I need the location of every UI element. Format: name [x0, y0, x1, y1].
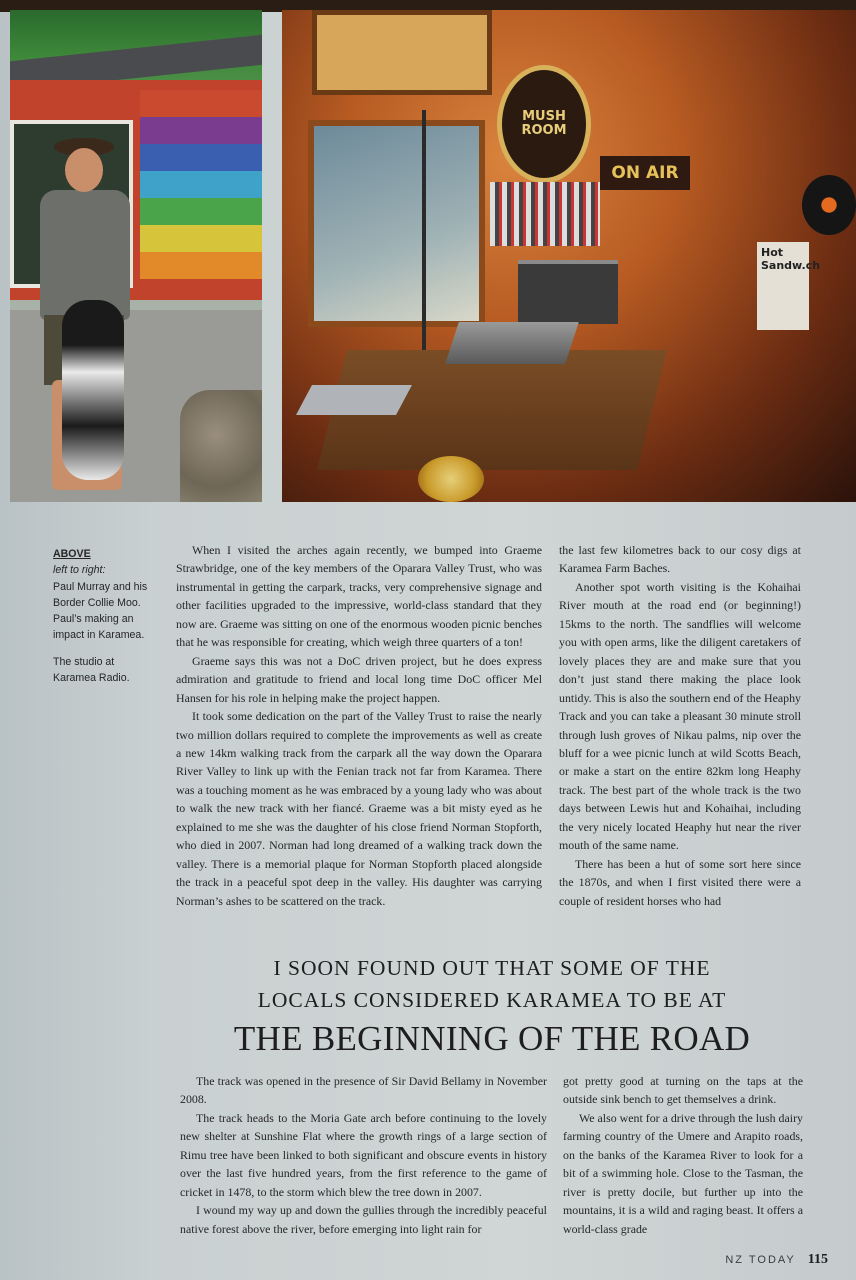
caption-line: Paul Murray and his [53, 580, 148, 593]
photo-radio-studio [282, 10, 856, 502]
paragraph: We also went for a drive through the lush dairy farming country of the Umere and Arapito roads, on the banks of the Karamea River to look for a bit of a swimming hole. Close to the Tasman, the river is pretty docile, but further up into the mountains, it is a wild and raging beast. It offers a world-class grade [563, 1110, 803, 1236]
on-air-sign: ON AIR [600, 156, 690, 190]
paragraph: got pretty good at turning on the taps at the outside sink bench to get themselves a drink. [563, 1074, 803, 1107]
paragraph: The track heads to the Moria Gate arch before continuing to the lovely new shelter at Sunshine Flat where the growth rings of a large section of Rimu tree have been linked to both significant and obscure events in history over the last five hundred years, from the first reference to the game of cricket in 1478, to the storm which blew the tree down in 2007. [180, 1110, 547, 1199]
caption-line: impact in Karamea. [53, 629, 145, 642]
photo-caption [53, 546, 165, 686]
article-column-4 [563, 1072, 803, 1238]
studio-window [308, 120, 485, 327]
laptop [296, 385, 412, 415]
caption-line: Border Collie Moo. [53, 596, 141, 609]
paragraph: Another spot worth visiting is the Kohaihai River mouth at the road end (or beginning!) 15kms to the north. The sandflies will welcome you with open arms, like the diligent caretakers of lovely places they are and make sure that you don’t just stand there making the place look untidy. This is also the southern end of the Heaphy Track and you can take a pleasant 30 minute stroll through lush groves of Nikau palms, nip over the bluff for a wee picnic lunch at wild Scotts Beach, or make a start on the entire 82km long Heaphy track. The best part of the whole track is the two days between Lewis hut and Kohaihai, including the very nicely located Heaphy hut near the river mouth of the same name. [559, 579, 801, 853]
page-footer [725, 1252, 828, 1268]
page-number: 115 [807, 1252, 828, 1267]
border-collie-dog [62, 300, 124, 480]
paragraph: I wound my way up and down the gullies through the incredibly peaceful native forest above the river, before emerging into light rain for [180, 1203, 547, 1236]
cd-shelf [490, 182, 600, 246]
paragraph: The track was opened in the presence of Sir David Bellamy in November 2008. [180, 1074, 547, 1107]
article-column-2 [559, 541, 801, 910]
caption-heading: ABOVE [53, 548, 91, 560]
paragraph: There has been a hut of some sort here since the 1870s, and when I first visited there were a couple of resident horses who had [559, 856, 801, 908]
person-head [65, 148, 103, 192]
mushroom-sign [497, 65, 591, 183]
pull-quote-line-2: LOCALS CONSIDERED KARAMEA TO BE AT [257, 988, 727, 1012]
pull-quote-headline: THE BEGINNING OF THE ROAD [233, 1019, 751, 1058]
paragraph: Graeme says this was not a DoC driven project, but he does express admiration and gratitude to friend and local long time DoC officer Mel Hansen for his role in helping make the project happen. [176, 653, 542, 705]
photo-paul-and-dog [10, 10, 262, 502]
pull-quote-line-1: I SOON FOUND OUT THAT SOME OF THE [273, 956, 711, 980]
mixing-desk [445, 322, 579, 364]
vinyl-record [802, 175, 856, 235]
poster [757, 242, 821, 330]
caption-subheading: left to right: [53, 564, 106, 577]
caption-line: Karamea Radio. [53, 672, 130, 685]
caption-line: Paul’s making an [53, 613, 134, 626]
cd-disc [418, 456, 484, 502]
poster-line-2: Sandw.ch [761, 259, 821, 272]
framed-picture [312, 10, 492, 95]
pull-quote [160, 952, 824, 1061]
paragraph: the last few kilometres back to our cosy digs at Karamea Farm Baches. [559, 543, 801, 576]
poster-line-1: Hot [761, 246, 784, 259]
paragraph: When I visited the arches again recently, we bumped into Graeme Strawbridge, one of the key members of the Oparara Valley Trust, who was instrumental in getting the carpark, tracks, very comprehensive signage and other facilities upgraded to the impressive, world-class standard that they now are. Graeme was sitting on one of the enormous wooden picnic benches that he was responsible for creating, which weigh three quarters of a ton! [176, 543, 542, 650]
caption-line: The studio at [53, 655, 115, 668]
audio-equipment [518, 260, 618, 324]
garden-rocks [180, 390, 262, 502]
paragraph: It took some dedication on the part of the Valley Trust to raise the nearly two million dollars required to complete the improvements as well as create a new 14km walking track from the carpark all the way down the Oparara River Valley to link up with the Fenian track not far from Karamea. There was a touching moment as he was embraced by a young lady who was about to walk the new track with her fiancé. Graeme was a bit misty eyed as he explained to me she was the daughter of his close friend Norman Stopforth, who died in 2007. Norman had long dreamed of a walking track down the valley. There is a memorial plaque for Norman Stopforth placed alongside the track in a peaceful spot deep in the valley. His daughter was carrying Norman’s ashes to be scattered on the track. [176, 709, 542, 908]
magazine-name: NZ TODAY [725, 1254, 796, 1266]
article-column-3 [180, 1072, 547, 1238]
mic-stand [422, 110, 426, 360]
sign-line-2: ROOM [521, 123, 567, 138]
article-column-1 [176, 541, 542, 910]
sign-line-1: MUSH [522, 109, 566, 125]
